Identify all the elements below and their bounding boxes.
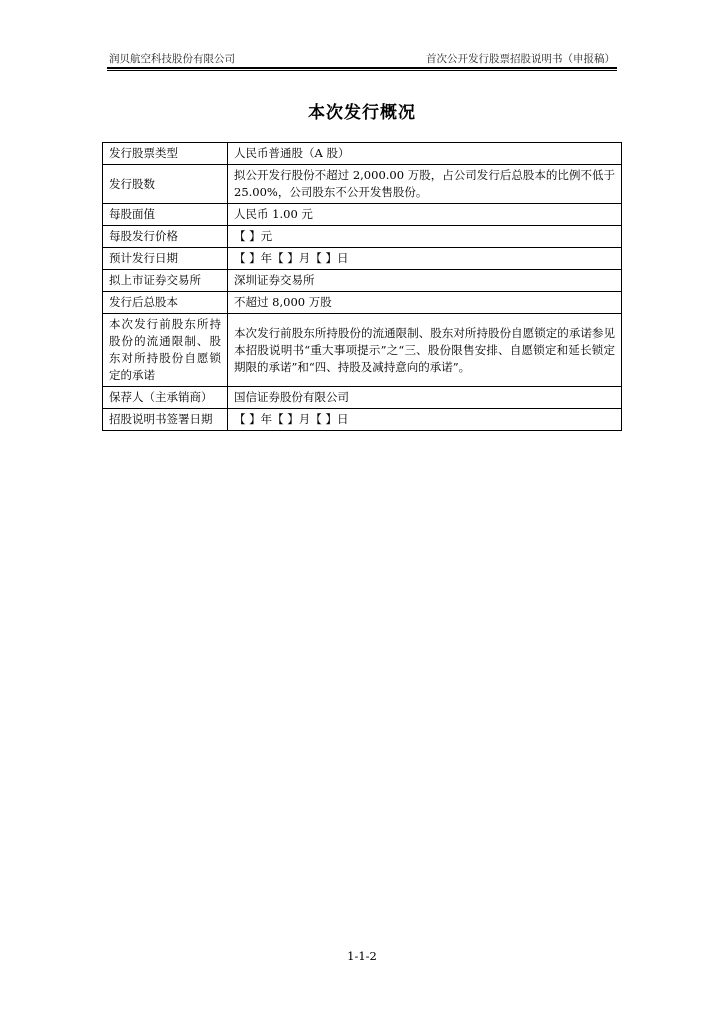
table-row [103, 143, 622, 165]
row-label: 本次发行前股东所持股份的流通限制、股东对所持股份自愿锁定的承诺 [103, 314, 228, 387]
row-label: 拟上市证券交易所 [103, 270, 228, 292]
row-label: 保荐人（主承销商） [103, 387, 228, 409]
table-row [103, 387, 622, 409]
header-company-name: 润贝航空科技股份有限公司 [109, 53, 235, 65]
header-rule-thick [107, 67, 617, 69]
row-value: 拟公开发行股份不超过 2,000.00 万股，占公司发行后总股本的比例不低于 25.00%，公司股东不公开发售股份。 [228, 165, 622, 204]
header-rule-thin [107, 70, 617, 71]
offering-overview-table [102, 142, 622, 431]
header-document-title: 首次公开发行股票招股说明书（申报稿） [426, 53, 615, 65]
row-value: 国信证券股份有限公司 [228, 387, 622, 409]
page-number: 1-1-2 [347, 949, 377, 963]
row-label: 每股面值 [103, 204, 228, 226]
page-header [107, 51, 617, 67]
row-value: 人民币 1.00 元 [228, 204, 622, 226]
table-row [103, 270, 622, 292]
row-label: 预计发行日期 [103, 248, 228, 270]
table-row [103, 409, 622, 431]
table-row [103, 248, 622, 270]
row-label: 发行后总股本 [103, 292, 228, 314]
row-label: 发行股票类型 [103, 143, 228, 165]
table-row [103, 292, 622, 314]
row-value: 【 】元 [228, 226, 622, 248]
row-label: 招股说明书签署日期 [103, 409, 228, 431]
table-row [103, 226, 622, 248]
row-value: 本次发行前股东所持股份的流通限制、股东对所持股份自愿锁定的承诺参见本招股说明书“重大事项提示”之“三、股份限售安排、自愿锁定和延长锁定期限的承诺”和“四、持股及减持意向的承诺”。 [228, 314, 622, 387]
table-row [103, 204, 622, 226]
row-label: 发行股数 [103, 165, 228, 204]
row-value: 深圳证券交易所 [228, 270, 622, 292]
table-row [103, 165, 622, 204]
row-value: 【 】年【 】月【 】日 [228, 248, 622, 270]
row-label: 每股发行价格 [103, 226, 228, 248]
page-title: 本次发行概况 [308, 103, 416, 123]
row-value: 不超过 8,000 万股 [228, 292, 622, 314]
row-value: 人民币普通股（A 股） [228, 143, 622, 165]
table-row [103, 314, 622, 387]
row-value: 【 】年【 】月【 】日 [228, 409, 622, 431]
